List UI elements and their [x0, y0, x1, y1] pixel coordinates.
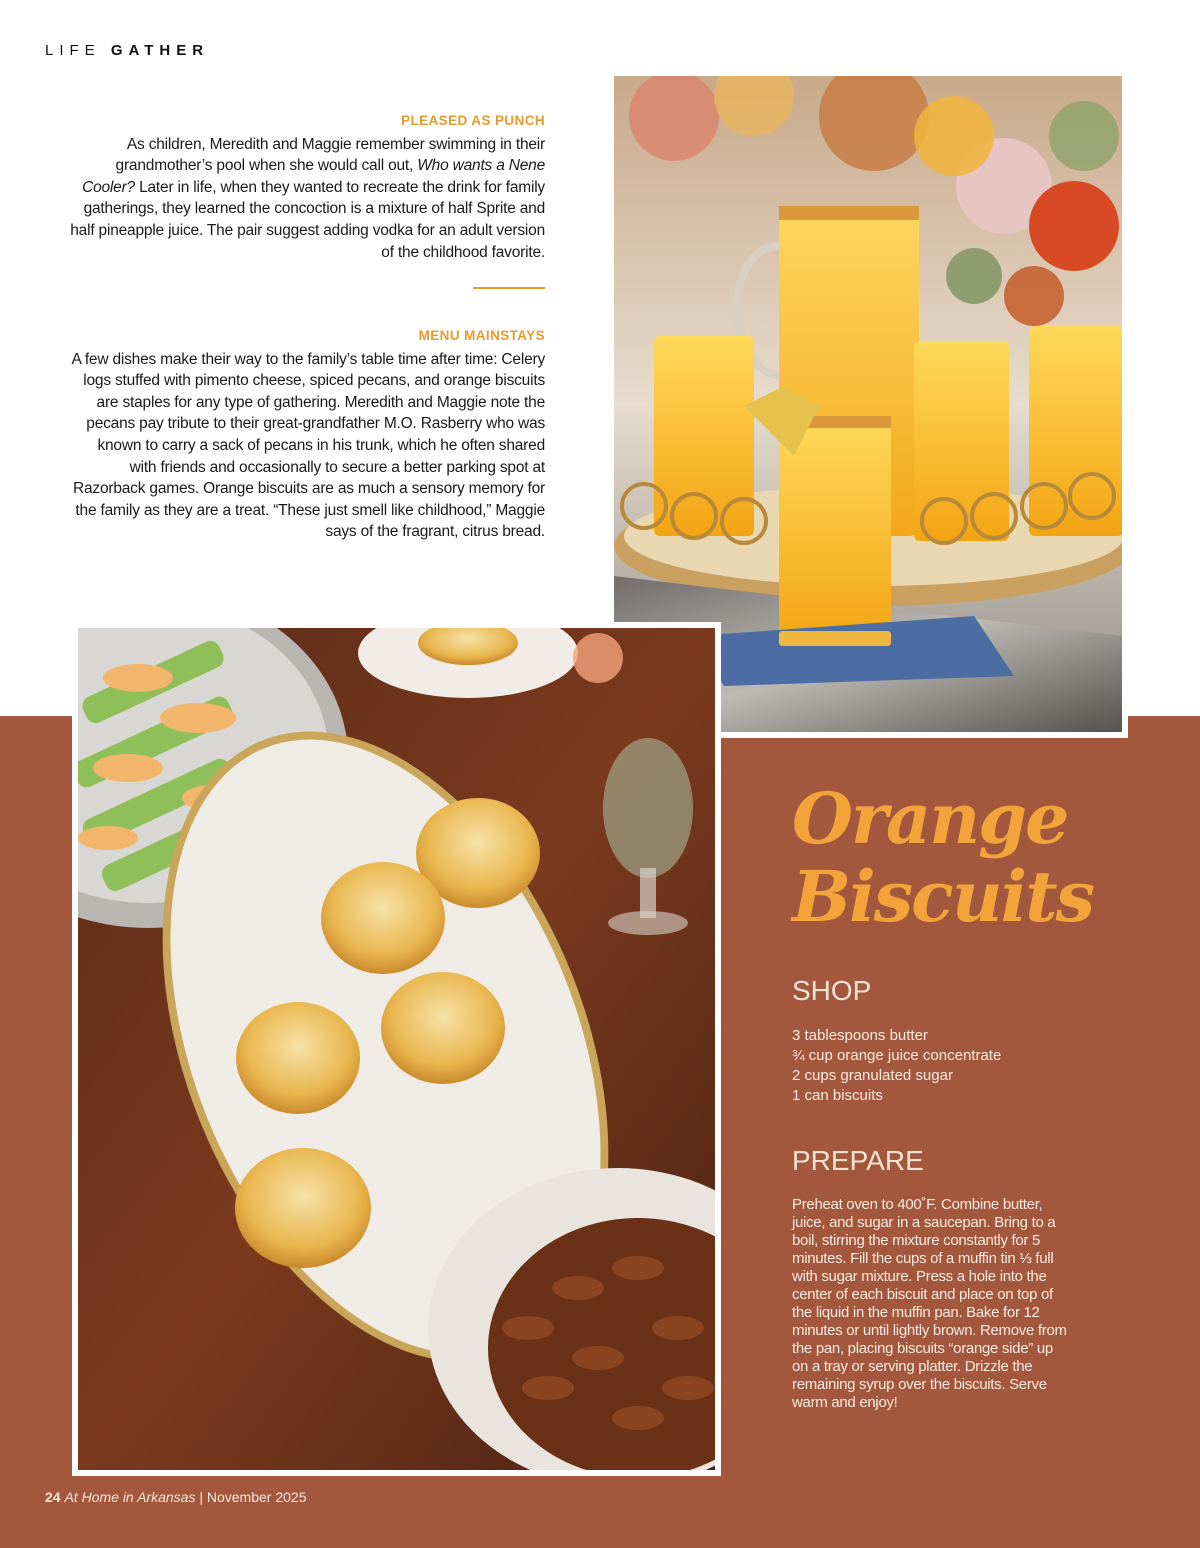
subsection-name: GATHER — [110, 42, 210, 59]
page-number: 24 — [45, 1489, 61, 1505]
prepare-heading: PREPARE — [792, 1145, 924, 1176]
publication-name: At Home in Arkansas — [64, 1489, 196, 1505]
page-footer — [45, 1489, 307, 1505]
menu-heading: MENU MAINSTAYS — [418, 328, 545, 343]
section-divider — [473, 287, 545, 289]
issue-date: November 2025 — [206, 1489, 307, 1505]
ingredient-item: 2 cups granulated sugar — [792, 1067, 953, 1084]
punch-text-italic: Who wants a Nene Cooler? — [82, 157, 545, 196]
menu-article — [70, 325, 545, 543]
punch-heading: PLEASED AS PUNCH — [401, 113, 545, 128]
punch-text-2: Later in life, when they wanted to recreate the drink for family gatherings, they learned the concoction is a mixture of half Sprite and half pineapple juice. The pair suggest adding vodka for an adult version of the childhood favorite. — [70, 178, 545, 261]
footer-separator: | — [195, 1489, 207, 1505]
ingredient-list — [792, 1026, 1092, 1106]
punch-text-1: As children, Meredith and Maggie remember swimming in their grandmother’s pool when she would call out, — [115, 135, 545, 175]
punch-article — [70, 110, 545, 263]
menu-body: A few dishes make their way to the family’s table time after time: Celery logs stuffed with pimento cheese, spiced pecans, and orange biscuits are staples for any type of gathering. Meredith and Maggie note the pecans pay tribute to their great-grandfather M.O. Rasberry who was known to carry a sack of pecans in his trunk, which he often shared with friends and occasionally to secure a better parking spot at Razorback games. Orange biscuits are as much a sensory memory for the family as they are a treat. “These just smell like childhood,” Maggie says of the fragrant, citrus bread. — [71, 350, 545, 541]
section-label — [45, 42, 209, 59]
shop-heading: SHOP — [792, 975, 872, 1006]
recipe-title-line-1: Orange — [792, 777, 1068, 860]
biscuits-photo — [72, 622, 721, 1476]
section-name: LIFE — [45, 42, 101, 59]
ingredient-item: 3 tablespoons butter — [792, 1027, 928, 1044]
recipe-title — [792, 777, 1094, 938]
ingredient-item: ¾ cup orange juice concentrate — [792, 1047, 1002, 1064]
ingredient-item: 1 can biscuits — [792, 1087, 883, 1104]
punch-body — [70, 134, 545, 264]
prepare-instructions: Preheat oven to 400˚F. Combine butter, juice, and sugar in a saucepan. Bring to a boil, stirring the mixture constantly for 5 minutes. Fill the cups of a muffin tin ⅓ full with sugar mixture. Press a hole into the center of each biscuit and place on top of the liquid in the muffin pan. Bake for 12 minutes or until lightly brown. Remove from the pan, placing biscuits “orange side” up on a tray or serving platter. Drizzle the remaining syrup over the biscuits. Serve warm and enjoy! — [792, 1196, 1067, 1411]
recipe-title-line-2: Biscuits — [792, 855, 1094, 938]
